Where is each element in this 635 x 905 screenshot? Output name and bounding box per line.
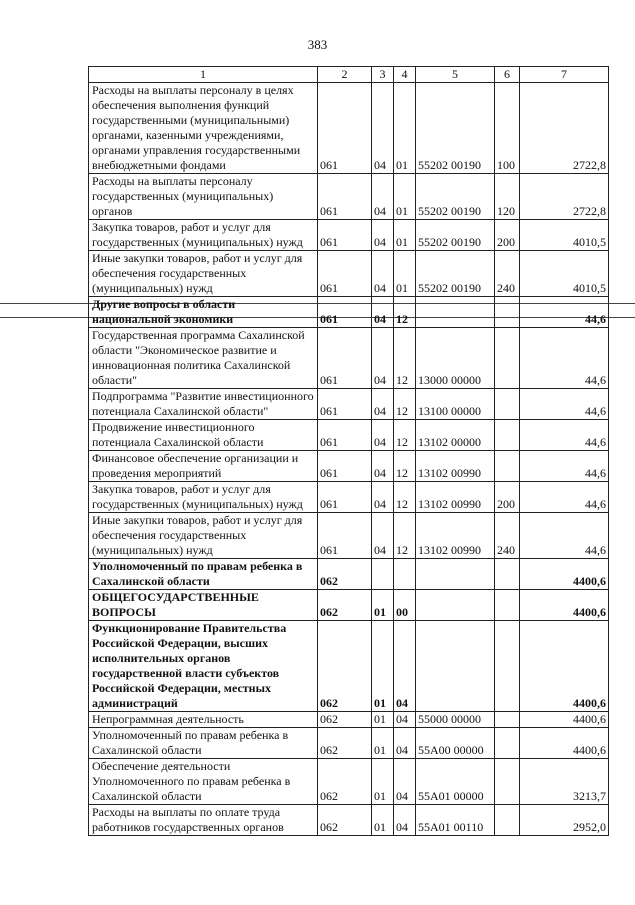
table-row: [89, 559, 609, 590]
section-code-cell: 01: [372, 590, 394, 621]
name-cell: Иные закупки товаров, работ и услуг для обеспечения государственных (муниципальных) нужд: [89, 513, 318, 559]
table-row: [89, 621, 609, 712]
table-row: [89, 451, 609, 482]
name-cell: Иные закупки товаров, работ и услуг для обеспечения государственных (муниципальных) нужд: [89, 251, 318, 297]
target-article-cell: [416, 297, 495, 328]
column-header: 5: [416, 67, 495, 83]
name-cell: Расходы на выплаты персоналу в целях обеспечения выполнения функций государственными (муниципальными) органами, казенными учреждениями, органами управления государственными внебюджетными фондами: [89, 83, 318, 174]
expense-type-cell: [495, 559, 520, 590]
subsection-code-cell: 04: [394, 759, 416, 805]
name-cell: Обеспечение деятельности Уполномоченного по правам ребенка в Сахалинской области: [89, 759, 318, 805]
subsection-code-cell: 01: [394, 174, 416, 220]
name-cell: ОБЩЕГОСУДАРСТВЕННЫЕ ВОПРОСЫ: [89, 590, 318, 621]
subsection-code-cell: 12: [394, 513, 416, 559]
column-header: 2: [318, 67, 372, 83]
section-code-cell: 04: [372, 482, 394, 513]
expense-type-cell: [495, 712, 520, 728]
expense-type-cell: 120: [495, 174, 520, 220]
admin-code-cell: 061: [318, 451, 372, 482]
expense-type-cell: [495, 621, 520, 712]
amount-cell: 4010,5: [520, 251, 609, 297]
table-row: [89, 220, 609, 251]
target-article-cell: 13102 00990: [416, 513, 495, 559]
amount-cell: 44,6: [520, 451, 609, 482]
subsection-code-cell: 12: [394, 482, 416, 513]
budget-table: [88, 66, 609, 836]
expense-type-cell: [495, 805, 520, 836]
table-row: [89, 482, 609, 513]
amount-cell: 2722,8: [520, 83, 609, 174]
expense-type-cell: [495, 389, 520, 420]
section-code-cell: 04: [372, 451, 394, 482]
section-code-cell: 04: [372, 83, 394, 174]
admin-code-cell: 061: [318, 297, 372, 328]
table-row: [89, 805, 609, 836]
expense-type-cell: 200: [495, 482, 520, 513]
subsection-code-cell: 12: [394, 420, 416, 451]
expense-type-cell: 100: [495, 83, 520, 174]
section-code-cell: 04: [372, 389, 394, 420]
expense-type-cell: 240: [495, 251, 520, 297]
subsection-code-cell: 04: [394, 805, 416, 836]
target-article-cell: [416, 559, 495, 590]
admin-code-cell: 062: [318, 590, 372, 621]
amount-cell: 2952,0: [520, 805, 609, 836]
table-row: [89, 420, 609, 451]
expense-type-cell: [495, 759, 520, 805]
target-article-cell: 55202 00190: [416, 251, 495, 297]
table-row: [89, 513, 609, 559]
subsection-code-cell: [394, 559, 416, 590]
section-code-cell: 01: [372, 728, 394, 759]
column-header: 3: [372, 67, 394, 83]
name-cell: Непрограммная деятельность: [89, 712, 318, 728]
section-code-cell: 04: [372, 251, 394, 297]
amount-cell: 4010,5: [520, 220, 609, 251]
target-article-cell: [416, 621, 495, 712]
admin-code-cell: 061: [318, 251, 372, 297]
table-row: [89, 389, 609, 420]
target-article-cell: 55000 00000: [416, 712, 495, 728]
admin-code-cell: 062: [318, 712, 372, 728]
subsection-code-cell: 12: [394, 328, 416, 389]
table-row: [89, 83, 609, 174]
amount-cell: 4400,6: [520, 590, 609, 621]
expense-type-cell: [495, 328, 520, 389]
admin-code-cell: 061: [318, 174, 372, 220]
target-article-cell: 13102 00000: [416, 420, 495, 451]
subsection-code-cell: 12: [394, 297, 416, 328]
expense-type-cell: [495, 590, 520, 621]
subsection-code-cell: 00: [394, 590, 416, 621]
section-code-cell: 04: [372, 174, 394, 220]
table-row: [89, 328, 609, 389]
amount-cell: 4400,6: [520, 559, 609, 590]
admin-code-cell: 061: [318, 482, 372, 513]
amount-cell: 4400,6: [520, 712, 609, 728]
name-cell: Финансовое обеспечение организации и проведения мероприятий: [89, 451, 318, 482]
amount-cell: 44,6: [520, 389, 609, 420]
amount-cell: 4400,6: [520, 621, 609, 712]
section-code-cell: 01: [372, 712, 394, 728]
table-row: [89, 590, 609, 621]
table-row: [89, 174, 609, 220]
section-code-cell: 04: [372, 420, 394, 451]
expense-type-cell: [495, 297, 520, 328]
admin-code-cell: 061: [318, 389, 372, 420]
table-row: [89, 297, 609, 328]
expense-type-cell: [495, 451, 520, 482]
amount-cell: 44,6: [520, 328, 609, 389]
section-code-cell: 01: [372, 805, 394, 836]
target-article-cell: 55202 00190: [416, 220, 495, 251]
expense-type-cell: 240: [495, 513, 520, 559]
target-article-cell: 13000 00000: [416, 328, 495, 389]
name-cell: Другие вопросы в области национальной экономики: [89, 297, 318, 328]
name-cell: Уполномоченный по правам ребенка в Сахалинской области: [89, 728, 318, 759]
expense-type-cell: [495, 420, 520, 451]
admin-code-cell: 062: [318, 759, 372, 805]
name-cell: Закупка товаров, работ и услуг для государственных (муниципальных) нужд: [89, 482, 318, 513]
subsection-code-cell: 04: [394, 728, 416, 759]
target-article-cell: 55А01 00000: [416, 759, 495, 805]
subsection-code-cell: 01: [394, 83, 416, 174]
amount-cell: 44,6: [520, 420, 609, 451]
name-cell: Функционирование Правительства Российской Федерации, высших исполнительных органов государственной власти субъектов Российской Федерации, местных администраций: [89, 621, 318, 712]
table-row: [89, 712, 609, 728]
column-header: 1: [89, 67, 318, 83]
name-cell: Расходы на выплаты по оплате труда работников государственных органов: [89, 805, 318, 836]
amount-cell: 44,6: [520, 482, 609, 513]
admin-code-cell: 062: [318, 621, 372, 712]
table-row: [89, 759, 609, 805]
header-row: [89, 67, 609, 83]
name-cell: Закупка товаров, работ и услуг для государственных (муниципальных) нужд: [89, 220, 318, 251]
subsection-code-cell: 04: [394, 712, 416, 728]
name-cell: Продвижение инвестиционного потенциала Сахалинской области: [89, 420, 318, 451]
amount-cell: 2722,8: [520, 174, 609, 220]
admin-code-cell: 061: [318, 328, 372, 389]
section-code-cell: 04: [372, 513, 394, 559]
amount-cell: 3213,7: [520, 759, 609, 805]
section-code-cell: 01: [372, 621, 394, 712]
name-cell: Государственная программа Сахалинской области "Экономическое развитие и инновационная политика Сахалинской области": [89, 328, 318, 389]
expense-type-cell: [495, 728, 520, 759]
column-header: 4: [394, 67, 416, 83]
target-article-cell: [416, 590, 495, 621]
section-code-cell: 04: [372, 297, 394, 328]
subsection-code-cell: 01: [394, 251, 416, 297]
admin-code-cell: 062: [318, 805, 372, 836]
name-cell: Подпрограмма "Развитие инвестиционного потенциала Сахалинской области": [89, 389, 318, 420]
column-header: 7: [520, 67, 609, 83]
target-article-cell: 55202 00190: [416, 174, 495, 220]
name-cell: Уполномоченный по правам ребенка в Сахалинской области: [89, 559, 318, 590]
table-row: [89, 728, 609, 759]
admin-code-cell: 061: [318, 220, 372, 251]
target-article-cell: 55А01 00110: [416, 805, 495, 836]
subsection-code-cell: 12: [394, 389, 416, 420]
admin-code-cell: 062: [318, 559, 372, 590]
target-article-cell: 55202 00190: [416, 83, 495, 174]
amount-cell: 44,6: [520, 297, 609, 328]
section-code-cell: 01: [372, 759, 394, 805]
section-code-cell: 04: [372, 328, 394, 389]
admin-code-cell: 062: [318, 728, 372, 759]
subsection-code-cell: 12: [394, 451, 416, 482]
expense-type-cell: 200: [495, 220, 520, 251]
target-article-cell: 13102 00990: [416, 451, 495, 482]
amount-cell: 44,6: [520, 513, 609, 559]
name-cell: Расходы на выплаты персоналу государственных (муниципальных) органов: [89, 174, 318, 220]
admin-code-cell: 061: [318, 420, 372, 451]
table-row: [89, 251, 609, 297]
section-code-cell: [372, 559, 394, 590]
amount-cell: 4400,6: [520, 728, 609, 759]
subsection-code-cell: 04: [394, 621, 416, 712]
target-article-cell: 13102 00990: [416, 482, 495, 513]
target-article-cell: 55А00 00000: [416, 728, 495, 759]
column-header: 6: [495, 67, 520, 83]
page-number: 383: [307, 37, 328, 52]
subsection-code-cell: 01: [394, 220, 416, 251]
target-article-cell: 13100 00000: [416, 389, 495, 420]
admin-code-cell: 061: [318, 513, 372, 559]
admin-code-cell: 061: [318, 83, 372, 174]
section-code-cell: 04: [372, 220, 394, 251]
